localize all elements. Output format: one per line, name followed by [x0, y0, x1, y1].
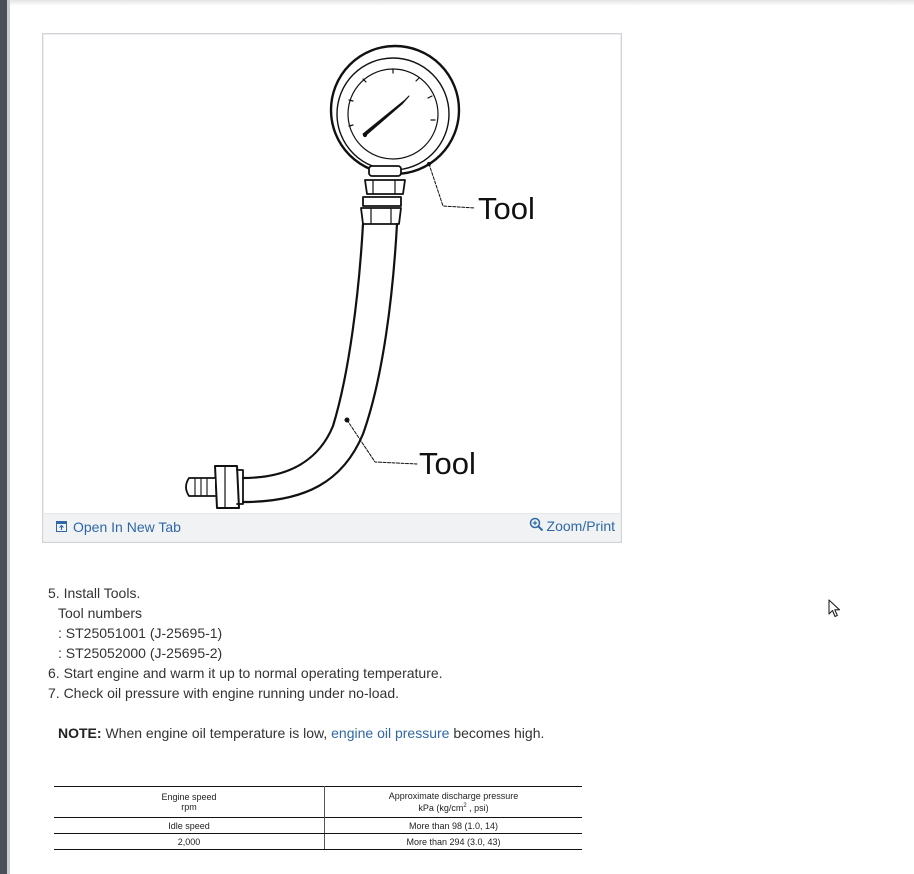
oil-pressure-gauge-illustration — [43, 34, 621, 514]
header-discharge-pressure: Approximate discharge pressure kPa ($kg/cm^2$ , psi) — [388, 791, 519, 813]
cell-discharge-pressure: More than 294 (3.0, 43) — [325, 834, 583, 850]
cell-discharge-pressure: More than 98 (1.0, 14) — [325, 818, 583, 834]
open-in-new-tab-button[interactable] — [56, 519, 181, 535]
step-6: 6. Start engine and warm it up to normal operating temperature. — [48, 665, 443, 681]
figure-toolbar — [44, 513, 620, 541]
tool-numbers-heading: Tool numbers — [58, 605, 143, 621]
zoom-print-button[interactable] — [529, 517, 615, 535]
note-text-before: When engine oil temperature is low, — [105, 725, 328, 741]
cell-engine-speed: Idle speed — [54, 818, 325, 834]
mouse-cursor-icon — [828, 599, 842, 619]
zoom-print-label: Zoom/Print — [546, 518, 615, 534]
header-engine-speed: Engine speed rpm — [54, 787, 325, 818]
top-edge — [10, 0, 914, 6]
procedure-steps — [48, 583, 868, 703]
cell-engine-speed: 2,000 — [54, 834, 325, 850]
oil-pressure-spec-table — [54, 786, 582, 850]
tool-label-upper: Tool — [478, 191, 535, 226]
step-5: 5. Install Tools. — [48, 585, 141, 601]
note — [58, 723, 544, 743]
zoom-in-icon — [529, 517, 544, 535]
table-header-row — [54, 787, 582, 818]
tool-number-1: : ST25051001 (J-25695-1) — [58, 625, 223, 641]
note-label: NOTE: — [58, 725, 102, 741]
engine-oil-pressure-link[interactable]: engine oil pressure — [331, 725, 450, 741]
open-in-new-tab-label: Open In New Tab — [73, 519, 181, 535]
note-text-after: becomes high. — [453, 725, 545, 741]
step-7: 7. Check oil pressure with engine running under no-load. — [48, 685, 399, 701]
tool-label-lower: Tool — [419, 446, 476, 481]
left-window-edge — [0, 0, 7, 874]
open-new-tab-icon — [56, 519, 67, 535]
table-row — [54, 818, 582, 834]
tool-number-2: : ST25052000 (J-25695-2) — [58, 645, 223, 661]
table-row — [54, 834, 582, 850]
figure-card — [42, 33, 622, 543]
